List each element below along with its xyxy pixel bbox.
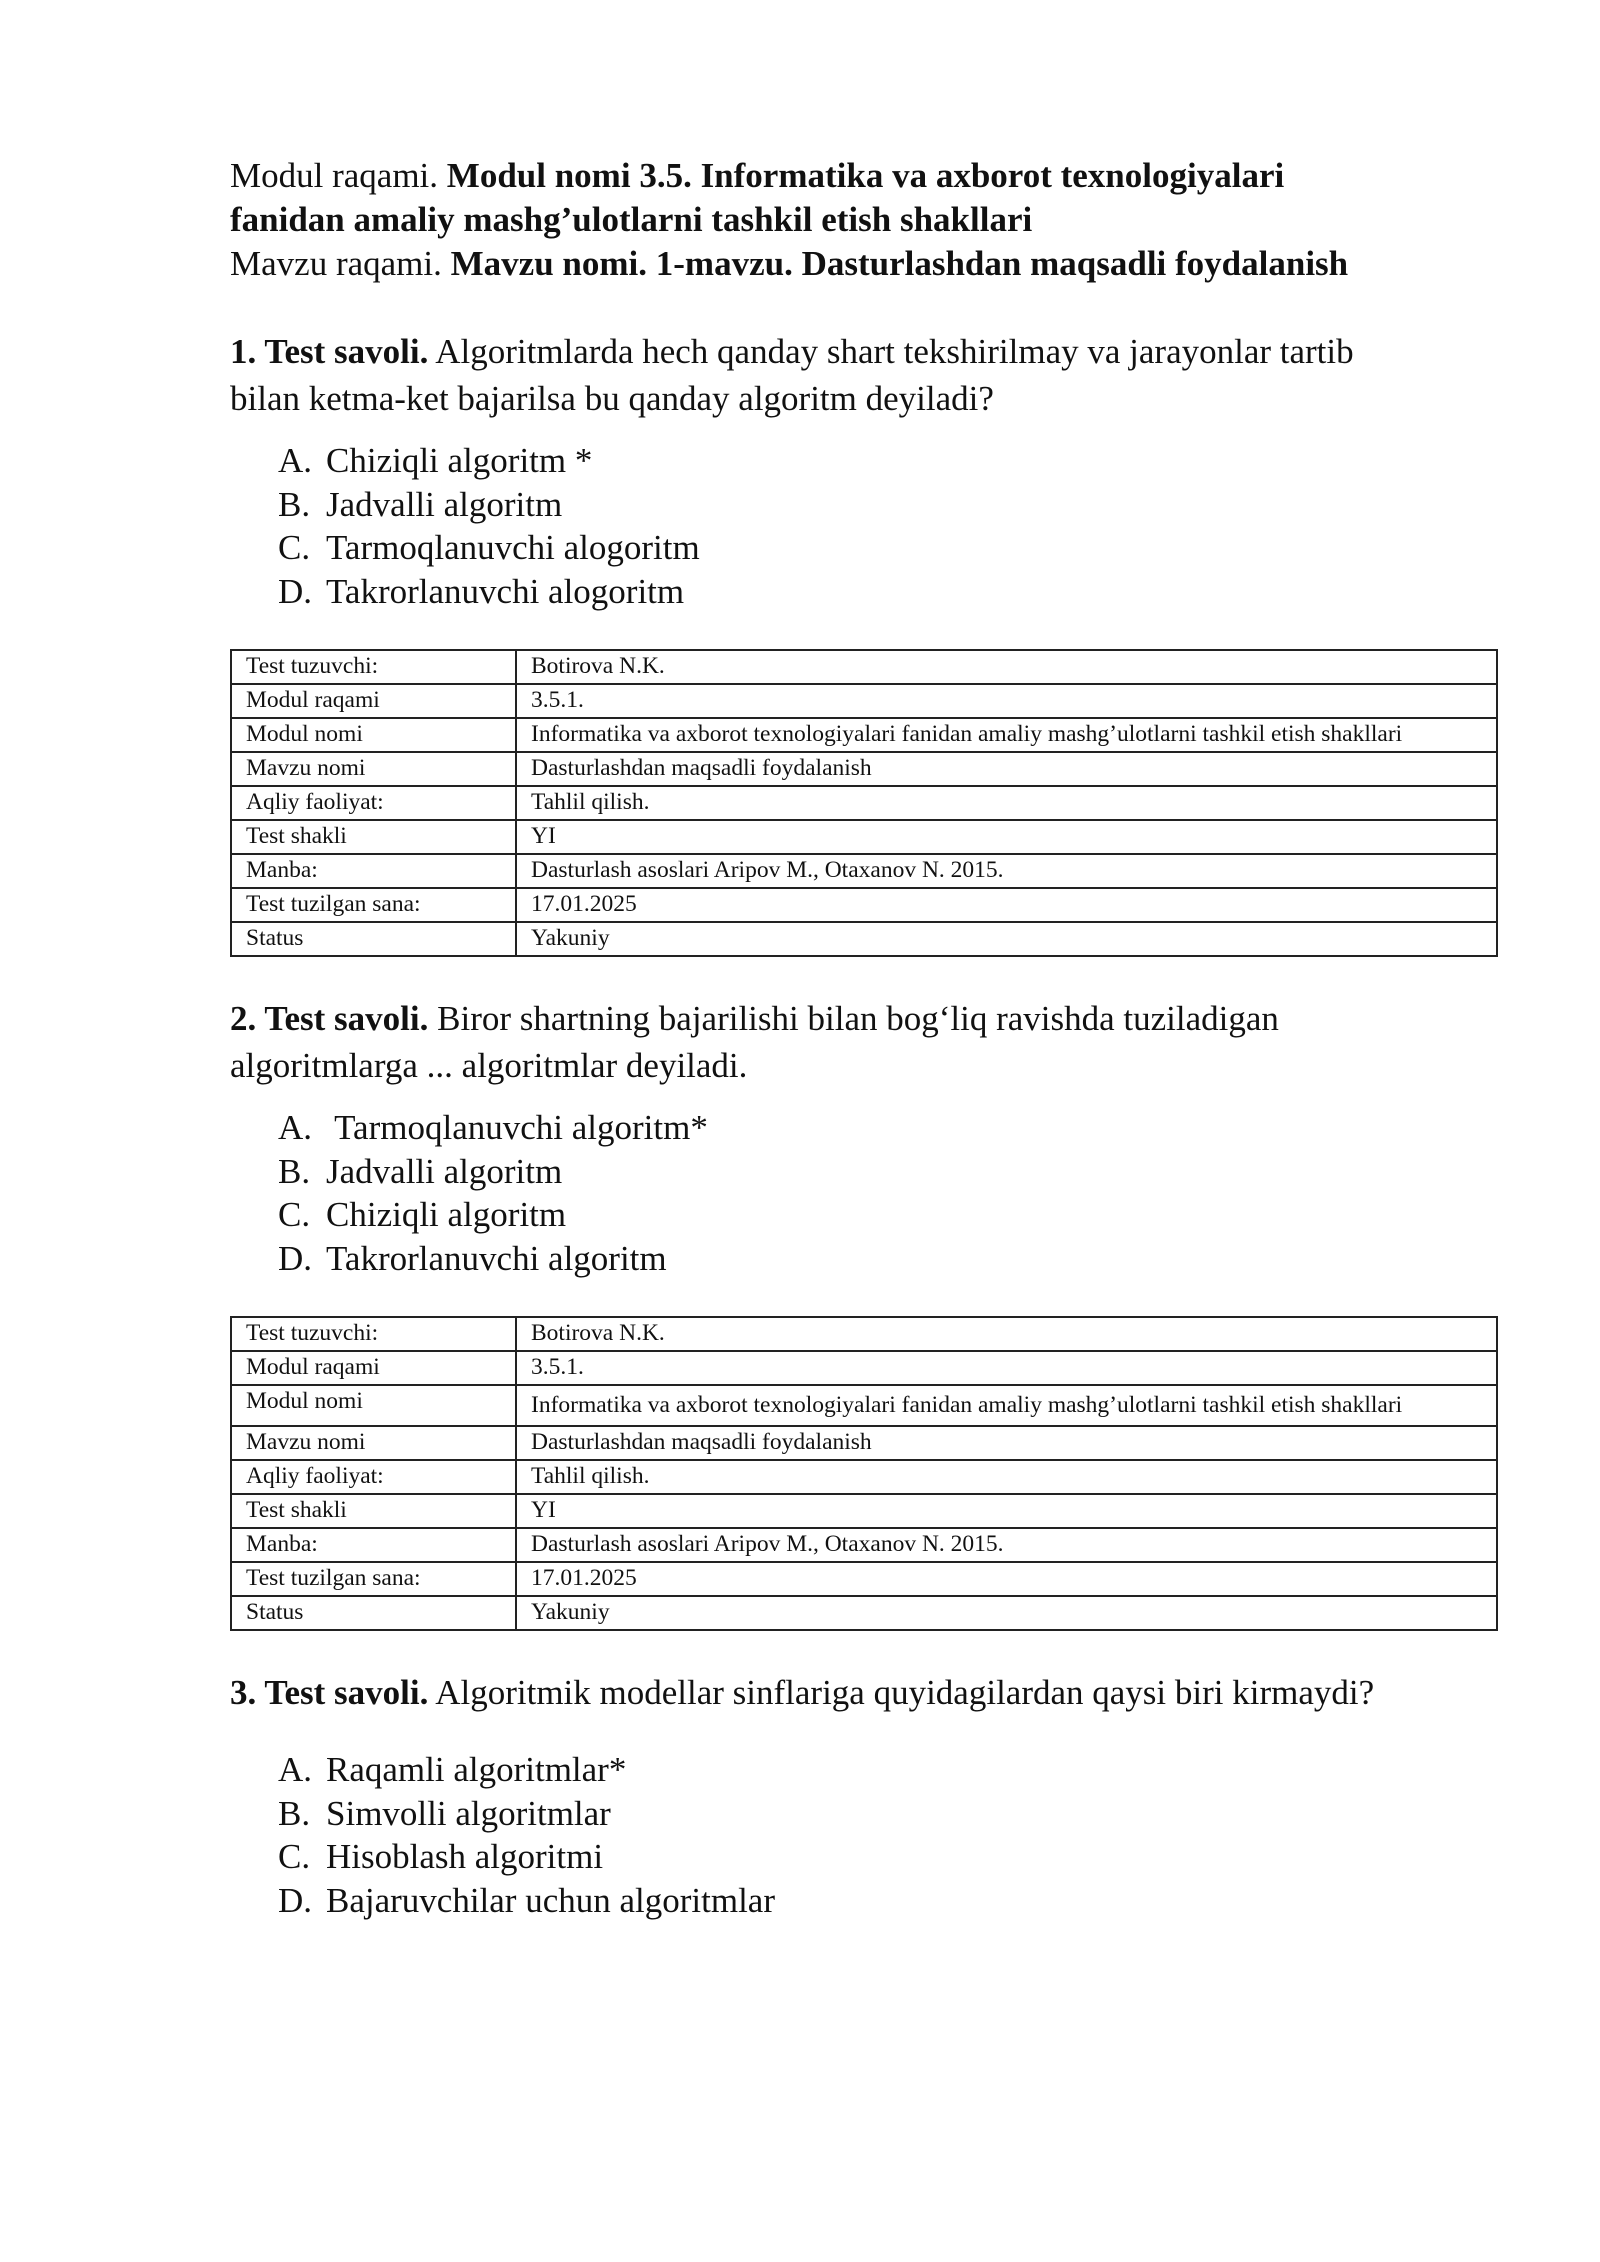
answer-option	[278, 1748, 1498, 1792]
test-metadata-table	[230, 1316, 1498, 1631]
table-row	[231, 888, 1497, 922]
question-text-line-1: Algoritmlarda hech qanday shart tekshirilmay va jarayonlar tartib	[428, 332, 1354, 371]
meta-value: Informatika va axborot texnologiyalari fanidan amaliy mashg’ulotlarni tashkil etish shakllari	[516, 1385, 1497, 1426]
meta-value: Dasturlashdan maqsadli foydalanish	[516, 1426, 1497, 1460]
meta-key: Test shakli	[231, 820, 516, 854]
meta-key: Manba:	[231, 854, 516, 888]
module-heading-line-2	[230, 198, 1498, 242]
option-text: Jadvalli algoritm	[326, 484, 563, 524]
option-letter: D.	[278, 571, 313, 611]
table-row	[231, 854, 1497, 888]
option-text: Chiziqli algoritm	[326, 1195, 567, 1234]
option-text: Jadvalli algoritm	[326, 1151, 563, 1191]
table-row	[231, 922, 1497, 956]
answer-option	[278, 1879, 1498, 1923]
topic-heading-line	[230, 242, 1498, 286]
option-letter: A.	[278, 1108, 313, 1147]
table-row	[231, 1385, 1497, 1426]
table-row	[231, 1460, 1497, 1494]
meta-key: Status	[231, 1596, 516, 1630]
option-text: Takrorlanuvchi algoritm	[326, 1238, 667, 1278]
table-row	[231, 752, 1497, 786]
meta-key: Test tuzuvchi:	[231, 650, 516, 684]
meta-value: 17.01.2025	[516, 888, 1497, 922]
meta-value: Dasturlash asoslari Aripov M., Otaxanov N. 2015.	[516, 1528, 1497, 1562]
answer-option	[278, 1106, 1498, 1150]
option-text: Takrorlanuvchi alogoritm	[326, 571, 685, 611]
document-header	[230, 154, 1498, 286]
table-row	[231, 1494, 1497, 1528]
module-name-title: Modul nomi 3.5. Informatika va axborot texnologiyalari	[446, 156, 1285, 195]
question-3	[230, 1669, 1498, 1922]
table-row	[231, 650, 1497, 684]
answer-option	[278, 1150, 1498, 1194]
meta-key: Aqliy faoliyat:	[231, 1460, 516, 1494]
meta-key: Test tuzilgan sana:	[231, 1562, 516, 1596]
option-text: Simvolli algoritmlar	[326, 1793, 611, 1833]
meta-key: Test tuzilgan sana:	[231, 888, 516, 922]
meta-value: YI	[516, 1494, 1497, 1528]
table-row	[231, 718, 1497, 752]
table-row	[231, 1528, 1497, 1562]
meta-key: Test tuzuvchi:	[231, 1317, 516, 1351]
module-heading-line-1	[230, 154, 1498, 198]
meta-key: Test shakli	[231, 1494, 516, 1528]
meta-value: Tahlil qilish.	[516, 1460, 1497, 1494]
option-letter: C.	[278, 528, 311, 567]
meta-key: Modul raqami	[231, 1351, 516, 1385]
table-row	[231, 1562, 1497, 1596]
meta-value: Botirova N.K.	[516, 650, 1497, 684]
meta-value: 17.01.2025	[516, 1562, 1497, 1596]
option-letter: C.	[278, 1195, 311, 1234]
answer-option	[278, 1237, 1498, 1281]
question-label: 1. Test savoli.	[230, 332, 429, 371]
question-text	[230, 1669, 1498, 1716]
option-letter: D.	[278, 1880, 313, 1920]
meta-key: Modul nomi	[231, 718, 516, 752]
answer-option	[278, 1835, 1498, 1879]
option-letter: B.	[278, 1793, 311, 1833]
option-letter: D.	[278, 1238, 313, 1278]
meta-value: 3.5.1.	[516, 1351, 1497, 1385]
question-text-line-1: Biror shartning bajarilishi bilan bog‘liq ravishda tuziladigan	[428, 999, 1279, 1038]
meta-key: Mavzu nomi	[231, 752, 516, 786]
question-text-line-1: Algoritmik modellar sinflariga quyidagilardan qaysi biri kirmaydi?	[428, 1673, 1375, 1712]
question-text	[230, 995, 1498, 1089]
table-row	[231, 1596, 1497, 1630]
question-text-line-2: bilan ketma-ket bajarilsa bu qanday algoritm deyiladi?	[230, 379, 994, 418]
meta-value: Informatika va axborot texnologiyalari fanidan amaliy mashg’ulotlarni tashkil etish shakllari	[516, 718, 1497, 752]
answer-options	[230, 439, 1498, 613]
question-label: 2. Test savoli.	[230, 999, 429, 1038]
module-name-title-continued: fanidan amaliy mashg’ulotlarni tashkil etish shakllari	[230, 200, 1033, 239]
meta-key: Mavzu nomi	[231, 1426, 516, 1460]
table-row	[231, 786, 1497, 820]
table-row	[231, 1426, 1497, 1460]
option-text: Hisoblash algoritmi	[326, 1837, 604, 1876]
answer-option	[278, 483, 1498, 527]
answer-options	[230, 1748, 1498, 1922]
option-text: Chiziqli algoritm *	[326, 441, 593, 480]
option-letter: B.	[278, 1151, 311, 1191]
meta-value: Dasturlashdan maqsadli foydalanish	[516, 752, 1497, 786]
option-letter: C.	[278, 1837, 311, 1876]
meta-value: Yakuniy	[516, 922, 1497, 956]
option-letter: A.	[278, 441, 313, 480]
table-row	[231, 684, 1497, 718]
meta-value: Dasturlash asoslari Aripov M., Otaxanov N. 2015.	[516, 854, 1497, 888]
meta-key: Modul raqami	[231, 684, 516, 718]
option-letter: A.	[278, 1750, 313, 1789]
meta-value: 3.5.1.	[516, 684, 1497, 718]
module-number-label: Modul raqami.	[230, 156, 447, 195]
meta-key: Manba:	[231, 1528, 516, 1562]
meta-key: Status	[231, 922, 516, 956]
answer-option	[278, 439, 1498, 483]
question-text	[230, 328, 1498, 422]
meta-value: Yakuniy	[516, 1596, 1497, 1630]
answer-option	[278, 1193, 1498, 1237]
topic-name-title: Mavzu nomi. 1-mavzu. Dasturlashdan maqsadli foydalanish	[450, 244, 1349, 283]
topic-number-label: Mavzu raqami.	[230, 244, 451, 283]
test-metadata-table	[230, 649, 1498, 957]
meta-key: Aqliy faoliyat:	[231, 786, 516, 820]
meta-value: Tahlil qilish.	[516, 786, 1497, 820]
option-letter: B.	[278, 484, 311, 524]
option-text: Bajaruvchilar uchun algoritmlar	[326, 1880, 776, 1920]
answer-option	[278, 1792, 1498, 1836]
answer-options	[230, 1106, 1498, 1280]
table-row	[231, 820, 1497, 854]
question-2	[230, 995, 1498, 1631]
option-text: Tarmoqlanuvchi algoritm*	[326, 1108, 708, 1147]
option-text: Raqamli algoritmlar*	[326, 1750, 627, 1789]
table-row	[231, 1351, 1497, 1385]
answer-option	[278, 570, 1498, 614]
table-row	[231, 1317, 1497, 1351]
option-text: Tarmoqlanuvchi alogoritm	[326, 528, 700, 567]
meta-value: YI	[516, 820, 1497, 854]
meta-value: Botirova N.K.	[516, 1317, 1497, 1351]
question-1	[230, 328, 1498, 957]
question-text-line-2: algoritmlarga ... algoritmlar deyiladi.	[230, 1046, 748, 1085]
document-page	[230, 150, 1498, 1922]
meta-key: Modul nomi	[231, 1385, 516, 1426]
answer-option	[278, 526, 1498, 570]
question-label: 3. Test savoli.	[230, 1673, 429, 1712]
